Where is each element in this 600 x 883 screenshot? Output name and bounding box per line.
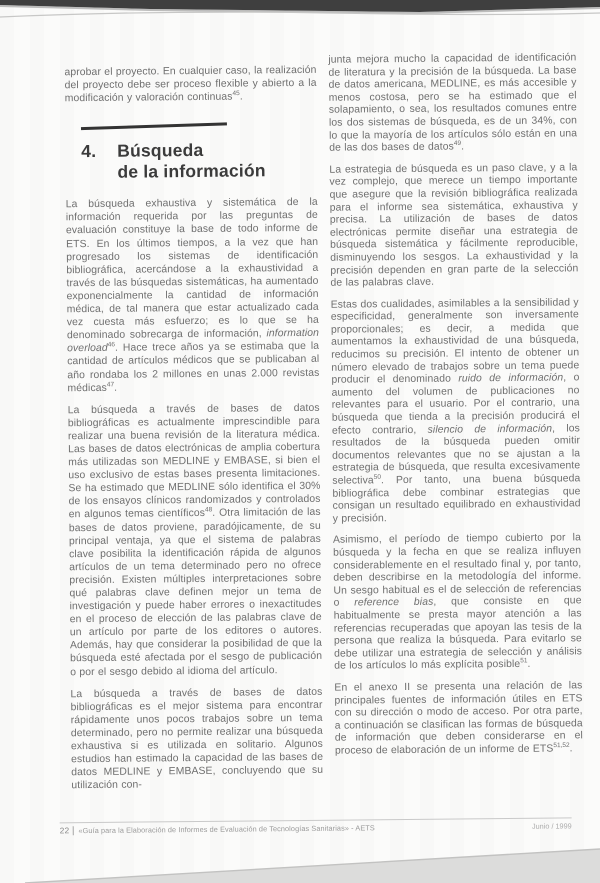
body-paragraph: aprobar el proyecto. En cualquier caso, la realización del proyecto debe ser proceso flexible y abierto a la modificación y valoración continuas$^{45}$. — [64, 64, 317, 105]
body-paragraph: La búsqueda a través de bases de datos bibliográficas es el mejor sistema para encontrar rápidamente unos pocos trabajos sobre un tema determinado, pero no permite realizar una búsqueda exhaustiva si es utilizada en solitario. Algunos estudios han estimado la capacidad de las bases de datos MEDLINE y EMBASE, concluyendo que su utilización con- — [70, 686, 324, 792]
section-title-line2: de la información — [117, 160, 266, 183]
page-footer — [60, 817, 572, 835]
footer-title: «Guía para la Elaboración de Informes de Evaluación de Tecnologías Sanitarias» - AETS — [78, 823, 375, 836]
body-paragraph: Estas dos cualidades, asimilables a la sensibilidad y especificidad, generalmente son inversamente proporcionales; es decir, a medida que aumentamos la exhaustividad de una búsqueda, reducimos su precisión. El intento de obtener un número elevado de trabajos sobre un tema puede producir el denominado ruido de información, o aumento del volumen de publicaciones no relevantes para el usuario. Por el contrario, una búsqueda que tienda a la precisión producirá el efecto contrario, silencio de información, los resultados de la búsqueda pueden omitir documentos relevantes que no se ajustan a la estrategia de búsqueda, que resulta excesivamente selectiva$^{50}$. Por tanto, una buena búsqueda bibliográfica debe combinar estrategias que consigan un resultado equilibrado en exhaustividad y precisión. — [330, 297, 581, 525]
footer-date: Junio / 1999 — [531, 821, 572, 831]
heading-rule — [81, 123, 227, 131]
body-paragraph: La búsqueda exhaustiva y sistemática de la información requerida por las preguntas de evaluación constituye la base de todo informe de ETS. En los últimos tiempos, a la vez que han progresado los sistemas de identificación bibliográfica, acercándose a la exhaustividad a través de las búsquedas sistemáticas, ha aumentado exponencialmente la cantidad de información médica, de tal manera que estar actualizado cada vez cuesta más esfuerzo; es lo que se ha denominado sobrecarga de información, information overload$^{46}$. Hace trece años ya se estimaba que la cantidad de artículos médicos que se publicaban al año rondaba los 2 millones en unas 2.000 revistas médicas$^{47}$. — [65, 197, 320, 394]
section-number: 4. — [81, 141, 97, 162]
left-column — [64, 64, 323, 802]
section-title — [117, 140, 266, 183]
section-heading — [81, 125, 318, 183]
footer-divider — [72, 826, 73, 835]
right-column — [328, 52, 583, 767]
body-paragraph: junta mejora mucho la capacidad de identificación de literatura y la precisión de la búsqueda. La base de datos americana, MEDLINE, es más accesible y menos costosa, pero se ha estimado que el solapamiento, o sea, los resultados comunes entre los dos sistemas de búsqueda, es de un 34%, con lo que la mayoría de los artículos sólo están en una de las dos bases de datos$^{49}$. — [328, 52, 578, 154]
body-paragraph: La estrategia de búsqueda es un paso clave, y a la vez complejo, que merece un tiempo importante que asegure que la revisión bibliográfica realizada para el informe sea sistemática, exhaustiva y precisa. La utilización de bases de datos electrónicas permite diseñar una estrategia de búsqueda sistemática y fácilmente reproducible, disminuyendo los sesgos. La exhaustividad y la precisión dependen en gran parte de la selección de las palabras clave. — [329, 162, 579, 289]
page-number: 22 — [59, 826, 70, 836]
section-title-line1: Búsqueda — [117, 140, 204, 162]
body-paragraph: Asimismo, el período de tiempo cubierto por la búsqueda y la fecha en que se realiza influyen considerablemente en el resultado final y, por tanto, deben describirse en la metodología del informe. Un sesgo habitual es el de selección de referencias o reference bias, que consiste en que habitualmente se presta mayor atención a las referencias recuperadas que apoyan las tesis de la persona que realiza la búsqueda. Para evitarlo se debe utilizar una estrategia de selección y análisis de los artículos lo más explícita posible$^{51}$. — [332, 532, 583, 672]
body-paragraph: La búsqueda a través de bases de datos bibliográficas es actualmente imprescindible para realizar una buena revisión de la literatura médica. Las bases de datos electrónicas de amplia cobertura más utilizadas son MEDLINE y EMBASE, si bien el uso exclusivo de estas bases presenta limitaciones. Se ha estimado que MEDLINE sólo identifica el 30% de los ensayos clínicos randomizados y controlados en algunos temas científicos$^{48}$. Otra limitación de las bases de datos proviene, paradójicamente, de su principal ventaja, ya que el sistema de palabras clave posibilita la identificación rápida de algunos artículos de un tema determinado pero no ofrece precisión. Existen múltiples interpretaciones sobre qué palabras clave definen mejor un tema de investigación y puede haber errores o inexactitudes en el proceso de elección de las palabras clave de un artículo por parte de los editores o autores. Además, hay que considerar la posibilidad de que la búsqueda esté afectada por el sesgo de publicación o por el sesgo debido al idioma del artículo. — [67, 402, 323, 678]
body-paragraph: En el anexo II se presenta una relación de las principales fuentes de información útiles en ETS con su dirección o modo de acceso. Por otra parte, a continuación se clasifican las formas de búsqueda de información que deben considerarse en el proceso de elaboración de un informe de ETS$^{51,52}$. — [334, 680, 583, 757]
